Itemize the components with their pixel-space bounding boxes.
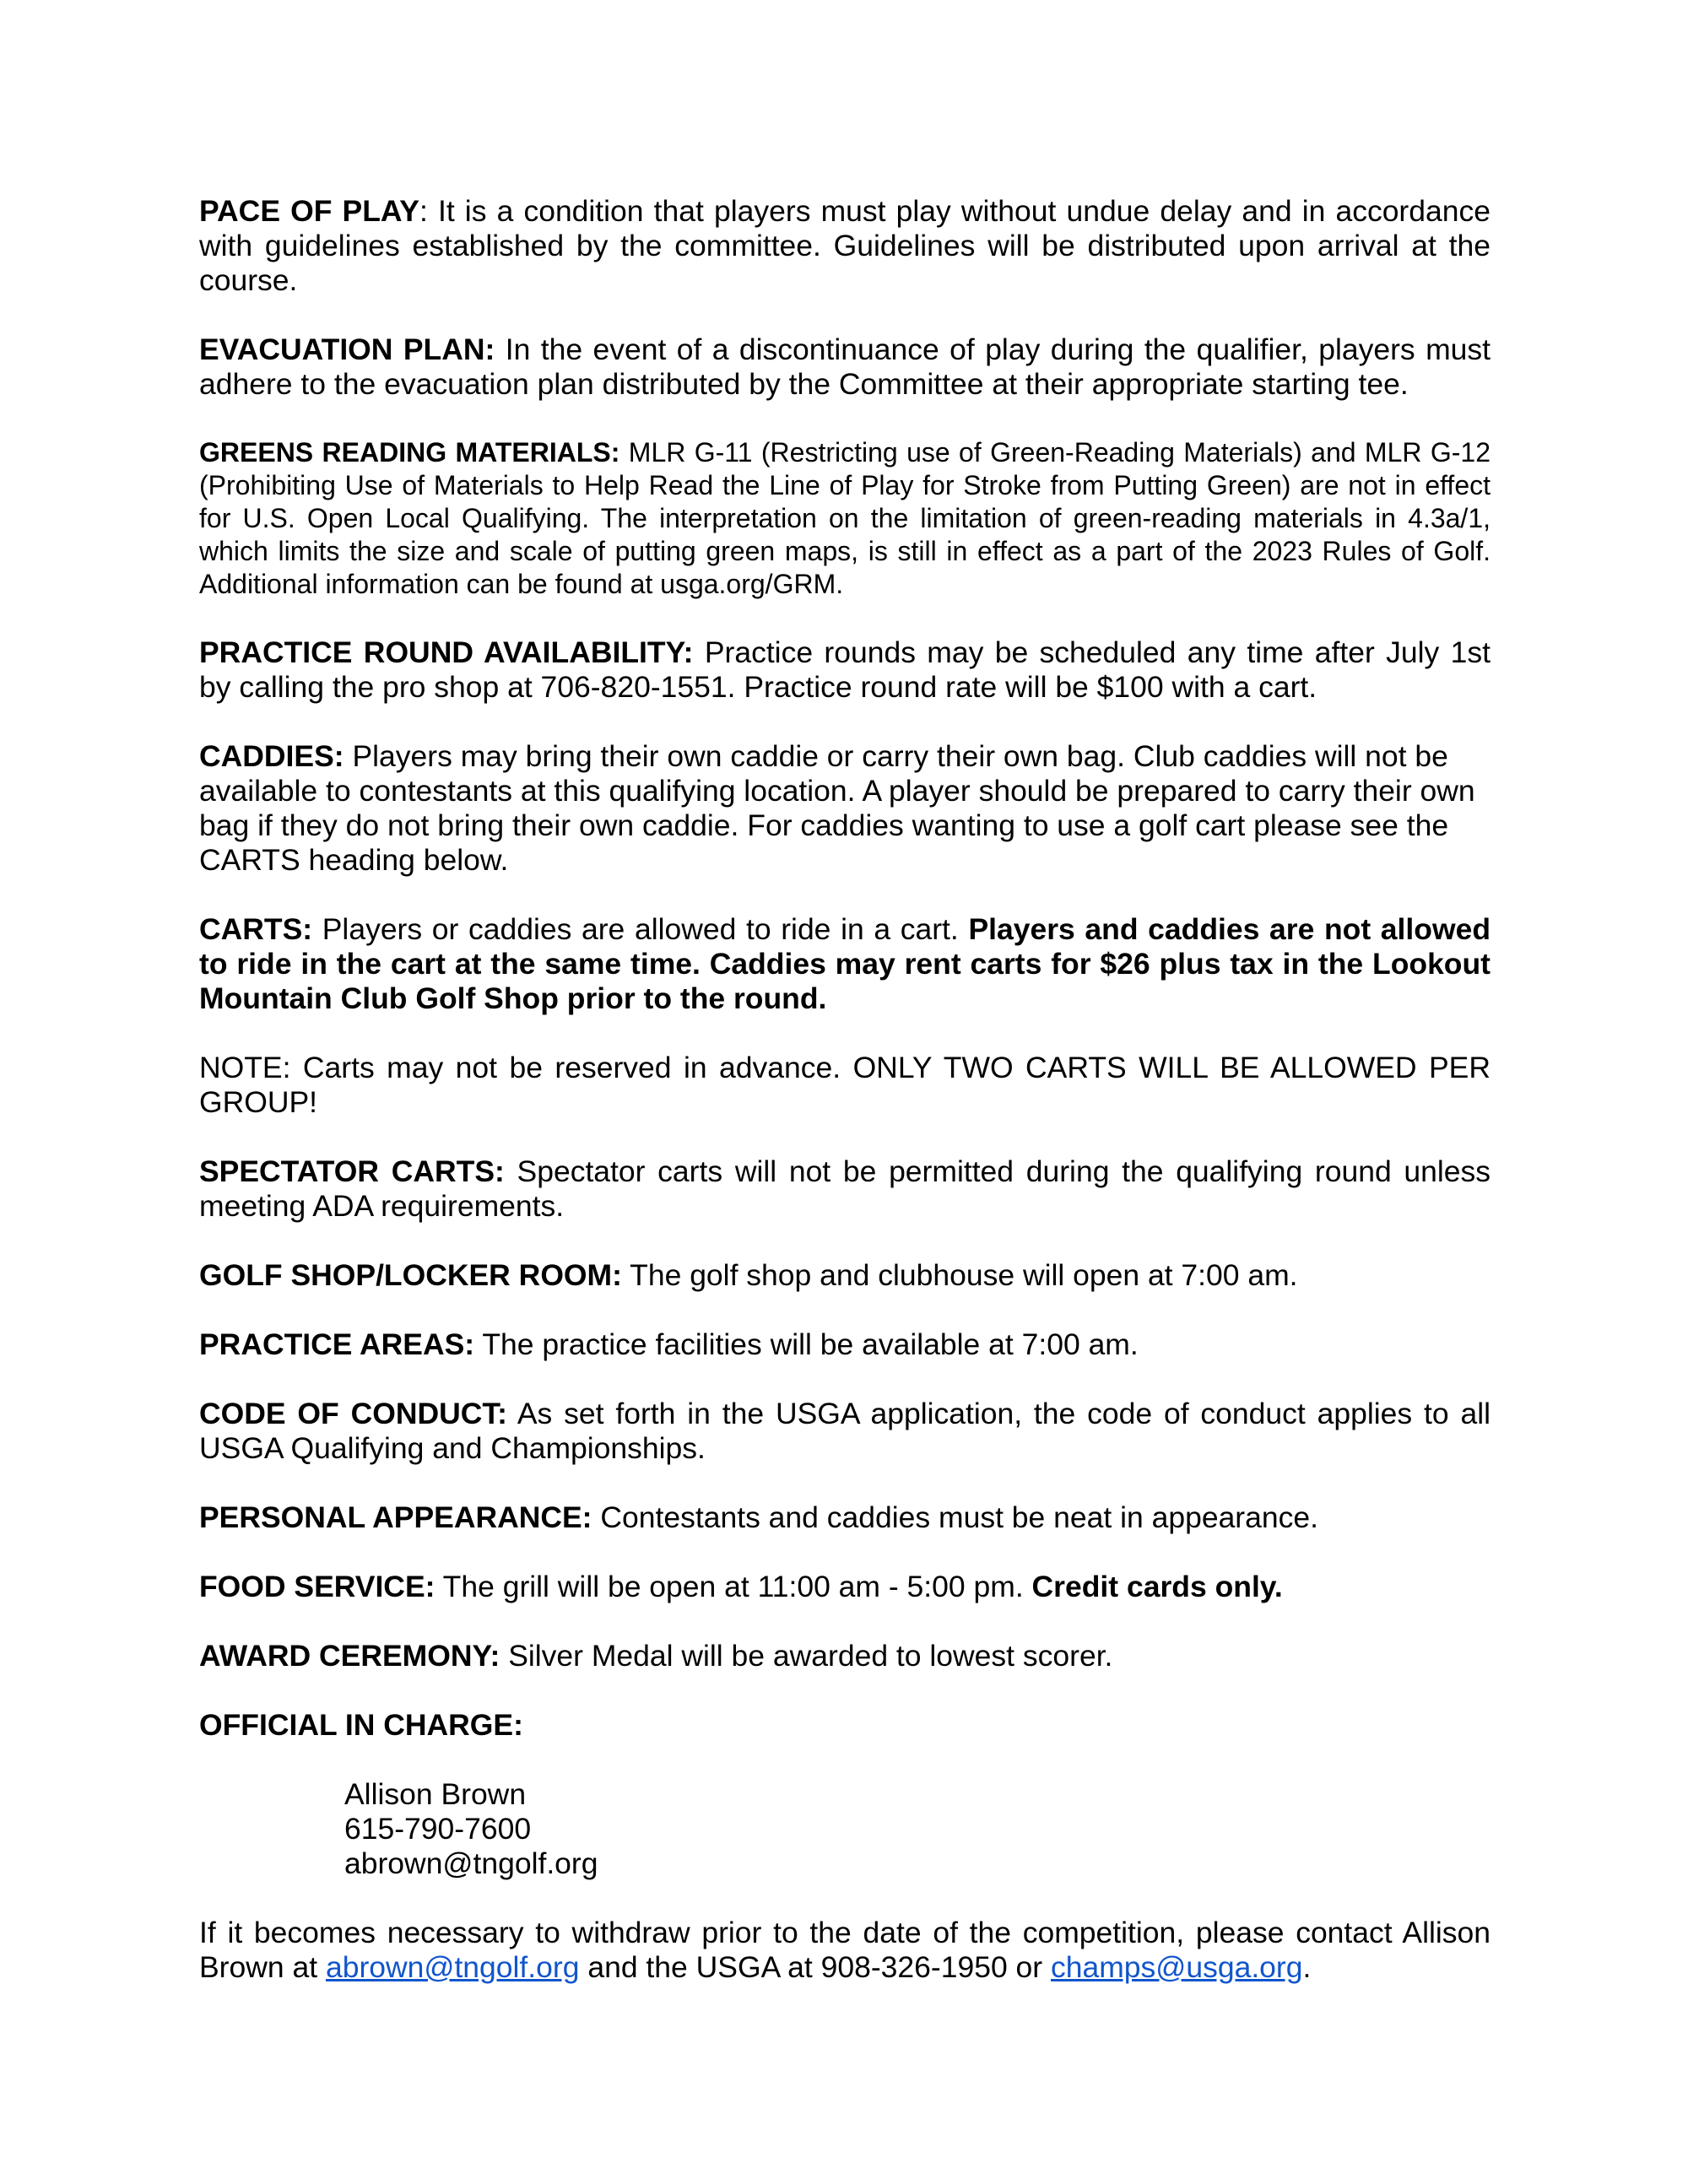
golf-shop-heading: GOLF SHOP/LOCKER ROOM: [199,1258,622,1292]
award-ceremony-text: Silver Medal will be awarded to lowest scorer. [500,1639,1113,1673]
withdraw-text-1: If it becomes necessary to withdraw prior to the date of the competition, please contact Allison Brown at [199,1916,1491,1984]
caddies-section [199,739,1491,878]
practice-round-heading: PRACTICE ROUND AVAILABILITY: [199,635,694,669]
carts-heading: CARTS: [199,912,313,946]
personal-appearance-text: Contestants and caddies must be neat in appearance. [592,1500,1318,1534]
note-section [199,1051,1491,1120]
code-of-conduct-text: As set forth in the USGA application, the code of conduct applies to all USGA Qualifying and Championships. [199,1397,1491,1465]
award-ceremony-section [199,1639,1491,1673]
official-email: abrown@tngolf.org [344,1846,598,1880]
carts-section [199,912,1491,1016]
champs-email-link[interactable]: champs@usga.org [1051,1950,1303,1984]
abrown-email-link[interactable]: abrown@tngolf.org [325,1950,580,1984]
food-service-bold-text: Credit cards only. [1031,1570,1283,1603]
golf-shop-text: The golf shop and clubhouse will open at 7:00 am. [621,1258,1298,1292]
withdraw-section [199,1916,1491,1985]
award-ceremony-heading: AWARD CEREMONY: [199,1639,500,1673]
pace-of-play-section [199,194,1491,298]
withdraw-text-2: and the USGA at 908-326-1950 or [579,1950,1051,1984]
food-service-heading: FOOD SERVICE: [199,1570,436,1603]
caddies-heading: CADDIES: [199,739,344,773]
official-contact-block [344,1777,1491,1881]
document-body [199,194,1491,2019]
practice-round-text: Practice rounds may be scheduled any time after July 1st by calling the pro shop at 706-820-1551. Practice round rate will be $100 with a cart. [199,635,1491,704]
official-in-charge-heading: OFFICIAL IN CHARGE: [199,1708,523,1742]
note-text: NOTE: Carts may not be reserved in advance. ONLY TWO CARTS WILL BE ALLOWED PER GROUP! [199,1051,1491,1119]
food-service-text: The grill will be open at 11:00 am - 5:00 pm. [435,1570,1032,1603]
practice-round-section [199,635,1491,705]
practice-areas-section [199,1327,1491,1362]
greens-reading-text: MLR G-11 (Restricting use of Green-Reading Materials) and MLR G-12 (Prohibiting Use of Materials to Help Read the Line of Play for Stroke from Putting Green) are not in effect for U.S. Open Local Qualifying. The interpretation on the limitation of green-reading materials in 4.3a/1, which limits the size and scale of putting green maps, is still in effect as a part of the 2023 Rules of Golf. Additional information can be found at usga.org/GRM. [199,437,1491,599]
greens-reading-section [199,436,1491,601]
evacuation-plan-section [199,332,1491,402]
official-phone: 615-790-7600 [344,1812,532,1846]
spectator-carts-section [199,1154,1491,1224]
carts-bold-text: Players and caddies are not allowed to ride in the cart at the same time. Caddies may rent carts for $26 plus tax in the Lookout Mountain Club Golf Shop prior to the round. [199,912,1491,1015]
caddies-text: Players may bring their own caddie or carry their own bag. Club caddies will not be available to contestants at this qualifying location. A player should be prepared to carry their own bag if they do not bring their own caddie. For caddies wanting to use a golf cart please see the CARTS heading below. [199,739,1475,877]
personal-appearance-heading: PERSONAL APPEARANCE: [199,1500,592,1534]
spectator-carts-text: Spectator carts will not be permitted during the qualifying round unless meeting ADA requirements. [199,1154,1491,1223]
withdraw-text-3: . [1302,1950,1312,1984]
carts-text: Players or caddies are allowed to ride in a cart. [312,912,969,946]
greens-reading-heading: GREENS READING MATERIALS: [199,437,620,468]
spectator-carts-heading: SPECTATOR CARTS: [199,1154,505,1188]
official-in-charge-section [199,1708,1491,1743]
golf-shop-section [199,1258,1491,1293]
food-service-section [199,1570,1491,1604]
evacuation-plan-heading: EVACUATION PLAN: [199,332,495,366]
code-of-conduct-heading: CODE OF CONDUCT: [199,1397,507,1430]
evacuation-plan-text: In the event of a discontinuance of play during the qualifier, players must adhere to the evacuation plan distributed by the Committee at their appropriate starting tee. [199,332,1491,401]
pace-of-play-heading: PACE OF PLAY [199,194,419,228]
code-of-conduct-section [199,1397,1491,1466]
personal-appearance-section [199,1500,1491,1535]
pace-of-play-text: : It is a condition that players must play without undue delay and in accordance with guidelines established by the committee. Guidelines will be distributed upon arrival at the course. [199,194,1491,297]
practice-areas-heading: PRACTICE AREAS: [199,1327,475,1361]
official-name: Allison Brown [344,1777,527,1811]
practice-areas-text: The practice facilities will be available at 7:00 am. [474,1327,1139,1361]
